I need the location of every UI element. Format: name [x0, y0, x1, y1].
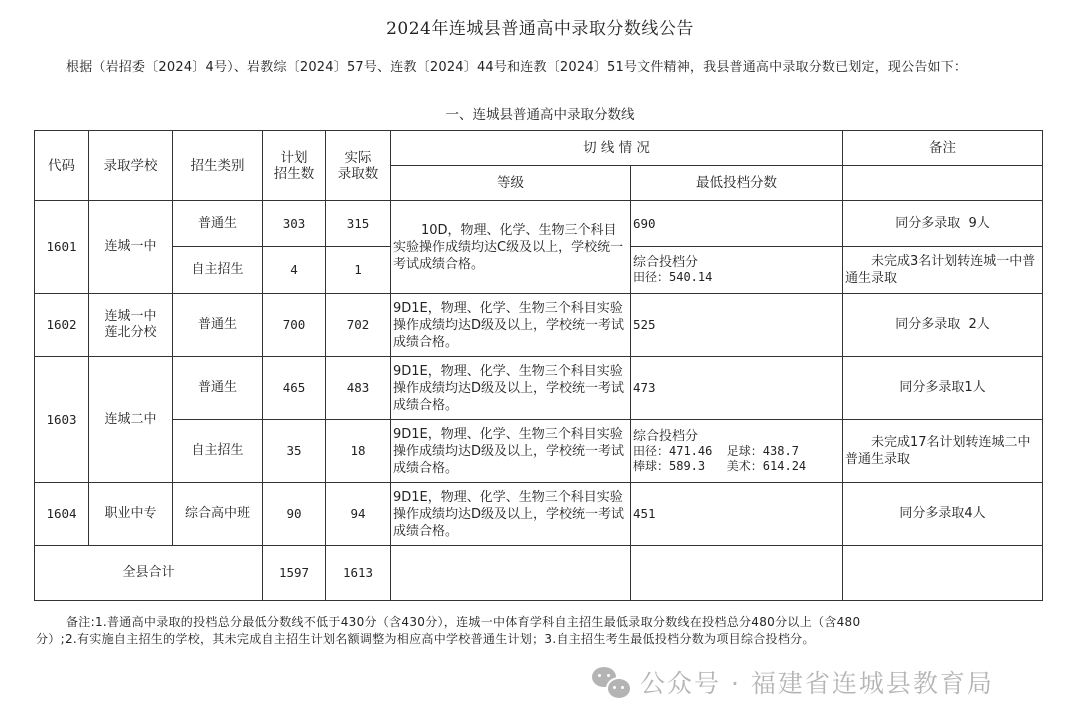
cell-grade: 9D1E，物理、化学、生物三个科目实验操作成绩均达D级及以上，学校统一考试成绩合格。: [391, 420, 631, 483]
header-remark: 备注: [843, 131, 1043, 166]
cell-min-score: [631, 420, 843, 483]
cell-category: 普通生: [173, 201, 263, 247]
header-category: 招生类别: [173, 131, 263, 201]
school-name-line1: 连城一中: [104, 309, 157, 324]
header-code: 代码: [35, 131, 89, 201]
watermark-text: 公众号 · 福建省连城县教育局: [640, 669, 994, 698]
min-score-label: 综合投档分: [633, 255, 699, 270]
cell-total-plan: 1597: [263, 546, 326, 601]
header-plan-line2: 招生数: [273, 165, 315, 182]
admission-score-table: [34, 130, 1043, 601]
cell-plan: 90: [263, 483, 326, 546]
cell-school: 连城一中: [89, 201, 173, 294]
cell-actual: 1: [326, 247, 391, 294]
cell-min-score: 690: [631, 201, 843, 247]
total-row: [35, 546, 1043, 601]
cell-grade: 9D1E，物理、化学、生物三个科目实验操作成绩均达D级及以上，学校统一考试成绩合格。: [391, 357, 631, 420]
header-remark-empty: [843, 166, 1043, 201]
cell-plan: 35: [263, 420, 326, 483]
cell-actual: 94: [326, 483, 391, 546]
cell-remark: 同分多录取1人: [843, 357, 1043, 420]
min-score-line: 棒球：589.3 美术：614.24: [633, 458, 807, 473]
header-actual: [326, 131, 391, 201]
cell-category: 自主招生: [173, 247, 263, 294]
document-title: 2024年连城县普通高中录取分数线公告: [386, 19, 694, 39]
cell-total-score-empty: [631, 546, 843, 601]
cell-plan: 4: [263, 247, 326, 294]
cell-total-grade-empty: [391, 546, 631, 601]
cell-remark: 未完成17名计划转连城二中普通生录取: [843, 420, 1043, 483]
cell-plan: 465: [263, 357, 326, 420]
cell-code: 1602: [35, 294, 89, 357]
table-row: [35, 483, 1043, 546]
wechat-icon: [590, 665, 632, 699]
cell-category: 普通生: [173, 357, 263, 420]
header-cutoff-group: 切 线 情 况: [391, 131, 843, 166]
header-actual-line2: 录取数: [337, 165, 379, 182]
cell-remark: 同分多录取 2人: [843, 294, 1043, 357]
cell-total-actual: 1613: [326, 546, 391, 601]
cell-school: [89, 294, 173, 357]
cell-actual: 702: [326, 294, 391, 357]
cell-school: 连城二中: [89, 357, 173, 483]
cell-remark: 未完成3名计划转连城一中普通生录取: [843, 247, 1043, 294]
cell-grade: 10D，物理、化学、生物三个科目实验操作成绩均达C级及以上，学校统一考试成绩合格。: [391, 201, 631, 294]
cell-actual: 483: [326, 357, 391, 420]
cell-category: 普通生: [173, 294, 263, 357]
cell-remark: 同分多录取 9人: [843, 201, 1043, 247]
min-score-label: 综合投档分: [633, 428, 699, 444]
cell-category: 综合高中班: [173, 483, 263, 546]
cell-grade: 9D1E，物理、化学、生物三个科目实验操作成绩均达D级及以上，学校统一考试成绩合格。: [391, 483, 631, 546]
footnotes: [36, 614, 1046, 648]
min-score-line: 田径：540.14: [633, 270, 713, 284]
header-school: 录取学校: [89, 131, 173, 201]
header-min-score: 最低投档分数: [631, 166, 843, 201]
cell-remark: 同分多录取4人: [843, 483, 1043, 546]
cell-code: 1603: [35, 357, 89, 483]
cell-min-score: [631, 247, 843, 294]
footnote-line-1: 备注:1.普通高中录取的投档总分最低分数线不低于430分（含430分），连城一中体育学科自主招生最低录取分数线在投档总分480分以上（含480: [66, 615, 861, 629]
table-row: [35, 201, 1043, 247]
header-actual-line1: 实际: [344, 149, 372, 166]
table-row: [35, 357, 1043, 420]
header-plan-line1: 计划: [280, 149, 308, 166]
wechat-watermark: [590, 664, 994, 700]
cell-code: 1601: [35, 201, 89, 294]
intro-paragraph: 根据（岩招委〔2024〕4号）、岩教综〔2024〕57号、连教〔2024〕44号和连教〔2024〕51号文件精神，我县普通高中录取分数已划定，现公告如下：: [66, 60, 968, 75]
cell-grade: 9D1E，物理、化学、生物三个科目实验操作成绩均达D级及以上，学校统一考试成绩合格。: [391, 294, 631, 357]
cell-min-score: 525: [631, 294, 843, 357]
cell-plan: 303: [263, 201, 326, 247]
header-plan: [263, 131, 326, 201]
cell-actual: 315: [326, 201, 391, 247]
cell-plan: 700: [263, 294, 326, 357]
min-score-line: 田径：471.46 足球：438.7: [633, 443, 799, 458]
footnote-line-2: 分）;2.有实施自主招生的学校，其未完成自主招生计划名额调整为相应高中学校普通生计划；3.自主招生考生最低投档分数为项目综合投档分。: [36, 632, 815, 646]
table-row: [35, 420, 1043, 483]
cell-total-remark-empty: [843, 546, 1043, 601]
school-name-line2: 莲北分校: [104, 325, 157, 340]
cell-total-label: 全县合计: [35, 546, 263, 601]
cell-min-score: 451: [631, 483, 843, 546]
cell-actual: 18: [326, 420, 391, 483]
cell-code: 1604: [35, 483, 89, 546]
cell-school: 职业中专: [89, 483, 173, 546]
table-row: [35, 294, 1043, 357]
section-heading: 一、连城县普通高中录取分数线: [445, 107, 635, 123]
header-grade: 等级: [391, 166, 631, 201]
cell-category: 自主招生: [173, 420, 263, 483]
cell-min-score: 473: [631, 357, 843, 420]
